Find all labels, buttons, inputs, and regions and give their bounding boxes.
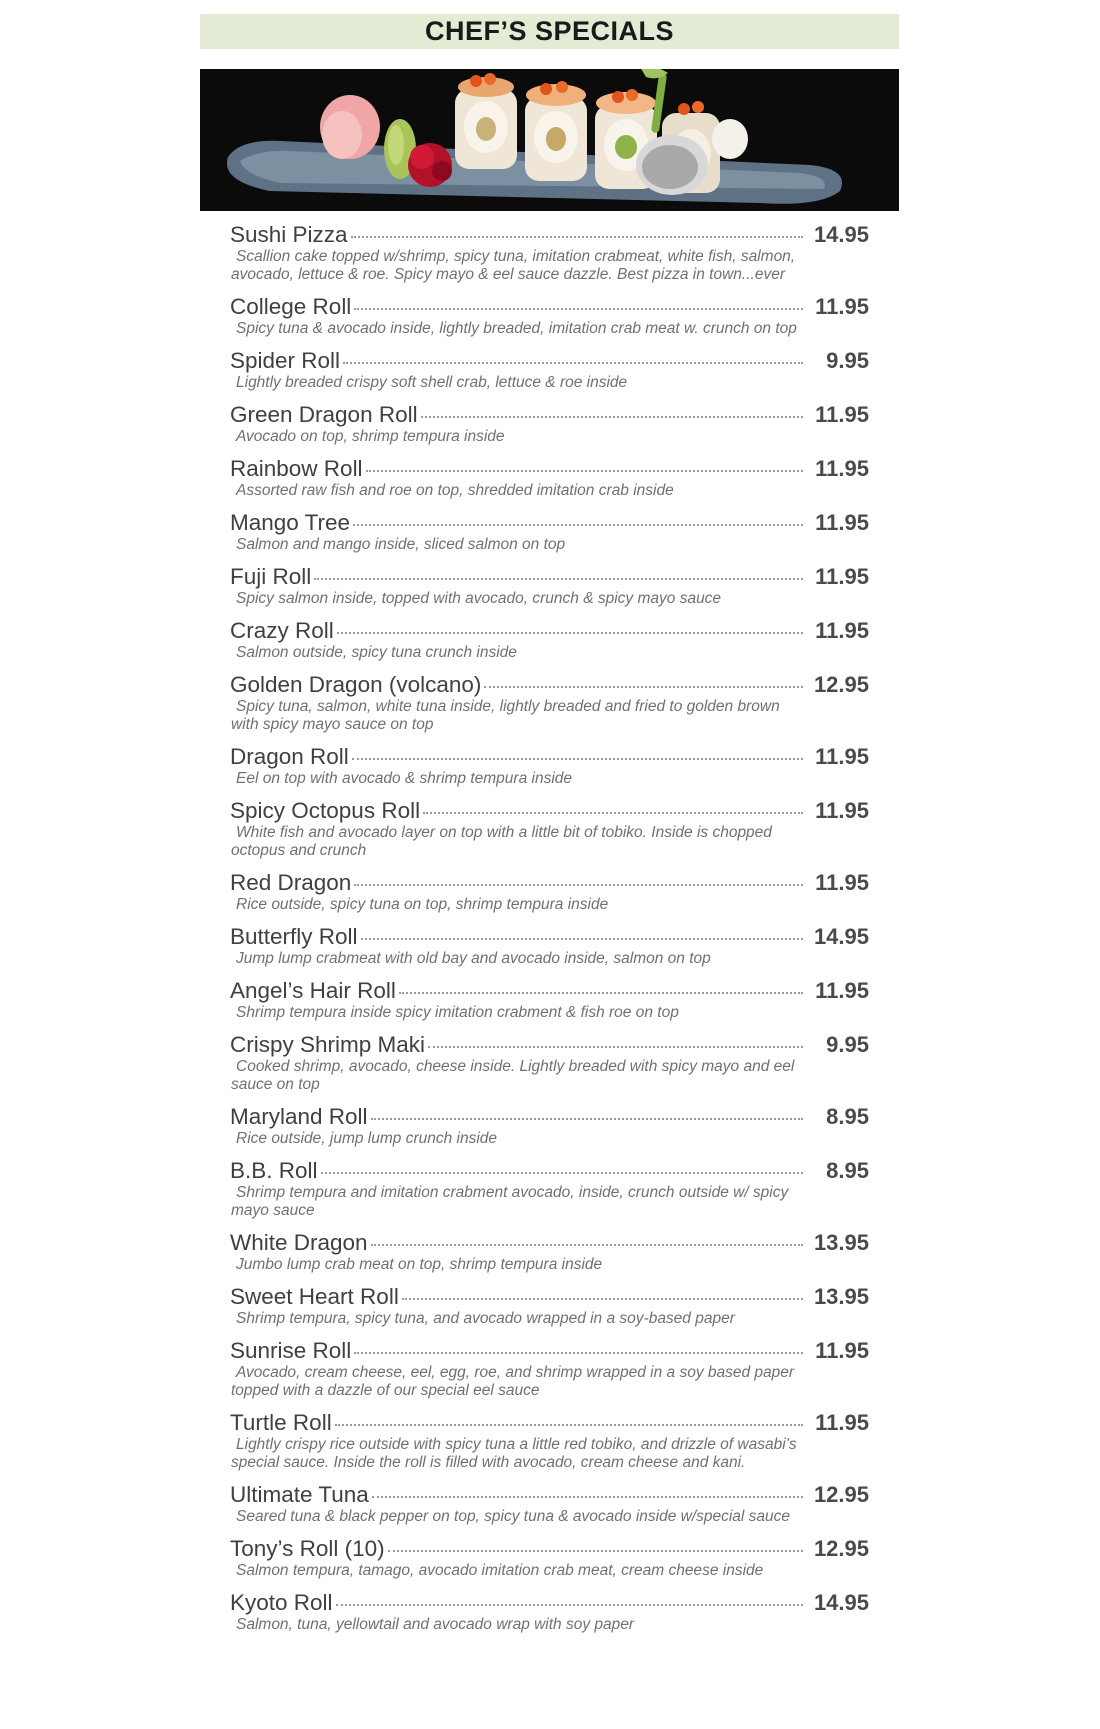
menu-item-header [230,671,869,699]
item-price: 8.95 [826,1158,869,1183]
item-name: Red Dragon [230,870,352,895]
dot-leader [372,1496,803,1498]
item-price: 11.95 [815,456,869,481]
item-description: Spicy tuna, salmon, white tuna inside, lightly breaded and fried to golden brown with spicy mayo sauce on top [231,698,780,733]
item-name: Tony’s Roll (10) [230,1536,385,1561]
menu-page [200,14,899,1643]
dot-leader [354,308,803,310]
menu-item [230,1283,869,1328]
dot-leader [321,1172,803,1174]
item-description: Avocado on top, shrimp tempura inside [236,428,505,445]
menu-item-header [230,1589,869,1617]
menu-item-header [230,563,869,591]
item-name: Sweet Heart Roll [230,1284,399,1309]
item-price: 9.95 [826,348,869,373]
menu-item-header [230,923,869,951]
item-price: 11.95 [815,1410,869,1435]
menu-item-header [230,509,869,537]
menu-item [230,401,869,446]
dot-leader [351,236,803,238]
item-description: Salmon and mango inside, sliced salmon on top [236,536,566,553]
item-price: 13.95 [813,1230,869,1255]
item-description: Jumbo lump crab meat on top, shrimp tempura inside [236,1256,603,1273]
dot-leader [366,470,803,472]
item-description: Lightly breaded crispy soft shell crab, lettuce & roe inside [236,374,628,391]
item-name: Rainbow Roll [230,456,363,481]
item-name: Butterfly Roll [230,924,358,949]
menu-item-header [230,869,869,897]
dot-leader [399,992,803,994]
menu-item-header [230,1157,869,1185]
dot-leader [354,1352,803,1354]
dot-leader [337,632,803,634]
menu-item [230,563,869,608]
dot-leader [361,938,803,940]
menu-item-header [230,977,869,1005]
menu-item [230,617,869,662]
item-description: Assorted raw fish and roe on top, shredded imitation crab inside [236,482,674,499]
item-price: 9.95 [826,1032,869,1057]
item-description: Eel on top with avocado & shrimp tempura inside [236,770,573,787]
item-name: Crazy Roll [230,618,334,643]
menu-item [230,977,869,1022]
dot-leader [423,812,803,814]
dot-leader [314,578,803,580]
item-price: 11.95 [815,510,869,535]
menu-item-header [230,455,869,483]
item-price: 12.95 [813,1536,869,1561]
menu-item-header [230,221,869,249]
item-price: 8.95 [826,1104,869,1129]
item-price: 11.95 [815,564,869,589]
item-description: Spicy tuna & avocado inside, lightly breaded, imitation crab meat w. crunch on top [236,320,797,337]
menu-item [230,1337,869,1400]
menu-item-header [230,347,869,375]
item-price: 14.95 [813,222,869,247]
item-description: Shrimp tempura inside spicy imitation crabment & fish roe on top [236,1004,679,1021]
page-title: CHEF’S SPECIALS [424,16,675,46]
dot-leader [371,1118,803,1120]
menu-item-header [230,1481,869,1509]
item-price: 11.95 [815,618,869,643]
menu-item-header [230,1535,869,1563]
menu-item-header [230,401,869,429]
item-description: Lightly crispy rice outside with spicy tuna a little red tobiko, and drizzle of wasabi’s special sauce. Inside the roll is filled with avocado, cream cheese and kani. [231,1436,797,1471]
item-name: Turtle Roll [230,1410,332,1435]
dot-leader [388,1550,803,1552]
dot-leader [484,686,803,688]
menu-item [230,743,869,788]
menu-item [230,509,869,554]
item-price: 11.95 [815,744,869,769]
item-name: Golden Dragon (volcano) [230,672,482,697]
item-description: Spicy salmon inside, topped with avocado, crunch & spicy mayo sauce [236,590,722,607]
item-name: Sunrise Roll [230,1338,352,1363]
item-name: Maryland Roll [230,1104,368,1129]
dot-leader [343,362,803,364]
menu-item [230,1589,869,1634]
item-name: Ultimate Tuna [230,1482,369,1507]
menu-item-header [230,1031,869,1059]
menu-item-header [230,1409,869,1437]
menu-item [230,797,869,860]
dot-leader [336,1604,803,1606]
item-description: Cooked shrimp, avocado, cheese inside. Lightly breaded with spicy mayo and eel sauce on top [231,1058,795,1093]
item-description: Shrimp tempura and imitation crabment avocado, inside, crunch outside w/ spicy mayo sauce [231,1184,789,1219]
menu-item [230,1103,869,1148]
menu-item [230,1031,869,1094]
item-price: 11.95 [815,402,869,427]
menu-item [230,1409,869,1472]
item-name: Mango Tree [230,510,351,535]
dot-leader [371,1244,803,1246]
dot-leader [353,524,803,526]
item-price: 13.95 [813,1284,869,1309]
item-name: Sushi Pizza [230,222,348,247]
item-name: White Dragon [230,1230,368,1255]
item-description: Salmon, tuna, yellowtail and avocado wrap with soy paper [236,1616,635,1633]
item-name: College Roll [230,294,352,319]
item-description: Salmon tempura, tamago, avocado imitation crab meat, cream cheese inside [236,1562,764,1579]
item-price: 12.95 [813,1482,869,1507]
menu-item-header [230,1337,869,1365]
menu-item-header [230,1103,869,1131]
menu-item-header [230,617,869,645]
menu-item [230,671,869,734]
dot-leader [402,1298,803,1300]
item-name: Angel’s Hair Roll [230,978,396,1003]
item-description: Shrimp tempura, spicy tuna, and avocado wrapped in a soy-based paper [236,1310,735,1327]
item-description: Avocado, cream cheese, eel, egg, roe, and shrimp wrapped in a soy based paper topped with a dazzle of our special eel sauce [231,1364,795,1399]
item-name: Dragon Roll [230,744,349,769]
item-description: Rice outside, jump lump crunch inside [236,1130,498,1147]
item-name: Kyoto Roll [230,1590,333,1615]
menu-item [230,221,869,284]
menu-item-header [230,293,869,321]
item-description: Salmon outside, spicy tuna crunch inside [236,644,517,661]
menu-item-header [230,743,869,771]
item-price: 11.95 [815,798,869,823]
menu-item-header [230,797,869,825]
item-price: 11.95 [815,978,869,1003]
menu-item [230,455,869,500]
item-description: Seared tuna & black pepper on top, spicy tuna & avocado inside w/special sauce [236,1508,791,1525]
menu-item-header [230,1229,869,1257]
header-banner [200,14,899,49]
dot-leader [421,416,803,418]
item-description: White fish and avocado layer on top with a little bit of tobiko. Inside is chopped octopus and crunch [231,824,772,859]
item-price: 11.95 [815,1338,869,1363]
menu-item-header [230,1283,869,1311]
item-name: Fuji Roll [230,564,312,589]
menu-item [230,923,869,968]
menu-item [230,1481,869,1526]
item-name: Crispy Shrimp Maki [230,1032,426,1057]
item-description: Rice outside, spicy tuna on top, shrimp tempura inside [236,896,609,913]
item-name: Spider Roll [230,348,341,373]
item-description: Scallion cake topped w/shrimp, spicy tuna, imitation crabmeat, white fish, salmon, avocado, lettuce & roe. Spicy mayo & eel sauce dazzle. Best pizza in town...ever [231,248,796,283]
item-price: 11.95 [815,294,869,319]
menu-item [230,293,869,338]
dot-leader [335,1424,803,1426]
item-name: Green Dragon Roll [230,402,418,427]
menu-item [230,1157,869,1220]
item-price: 12.95 [813,672,869,697]
item-name: Spicy Octopus Roll [230,798,421,823]
dot-leader [354,884,803,886]
sushi-photo [200,69,899,211]
item-description: Jump lump crabmeat with old bay and avocado inside, salmon on top [236,950,711,967]
dot-leader [428,1046,803,1048]
menu-item [230,1229,869,1274]
menu-list [200,221,869,1634]
menu-item [230,869,869,914]
item-price: 11.95 [815,870,869,895]
dot-leader [352,758,803,760]
item-name: B.B. Roll [230,1158,318,1183]
menu-item [230,1535,869,1580]
item-price: 14.95 [813,1590,869,1615]
item-price: 14.95 [813,924,869,949]
menu-item [230,347,869,392]
